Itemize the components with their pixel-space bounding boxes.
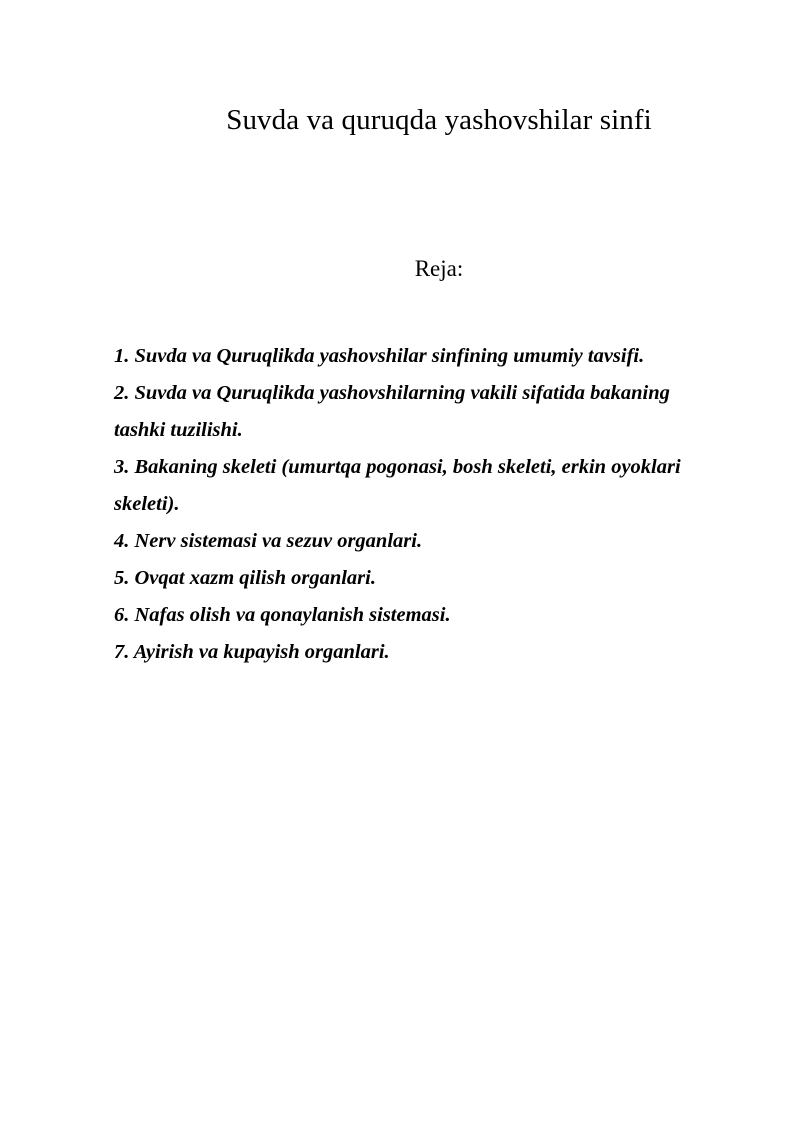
plan-item-6: 6. Nafas olish va qonaylanish sistemasi.	[114, 604, 451, 626]
plan-heading: Reja:	[414, 256, 464, 281]
plan-item-1: 1. Suvda va Quruqlikda yashovshilar sinfining umumiy tavsifi.	[114, 345, 645, 367]
document-title: Suvda va quruqda yashovshilar sinfi	[226, 104, 652, 136]
plan-item-5: 5. Ovqat xazm qilish organlari.	[114, 567, 376, 589]
plan-item-7: 7. Ayirish va kupayish organlari.	[114, 641, 390, 663]
plan-item-3: 3. Bakaning skeleti (umurtqa pogonasi, bosh skeleti, erkin oyoklari skeleti).	[114, 456, 681, 515]
plan-item-4: 4. Nerv sistemasi va sezuv organlari.	[114, 530, 423, 552]
plan-item-2: 2. Suvda va Quruqlikda yashovshilarning vakili sifatida bakaning tashki tuzilishi.	[114, 382, 670, 441]
plan-list	[114, 338, 719, 671]
